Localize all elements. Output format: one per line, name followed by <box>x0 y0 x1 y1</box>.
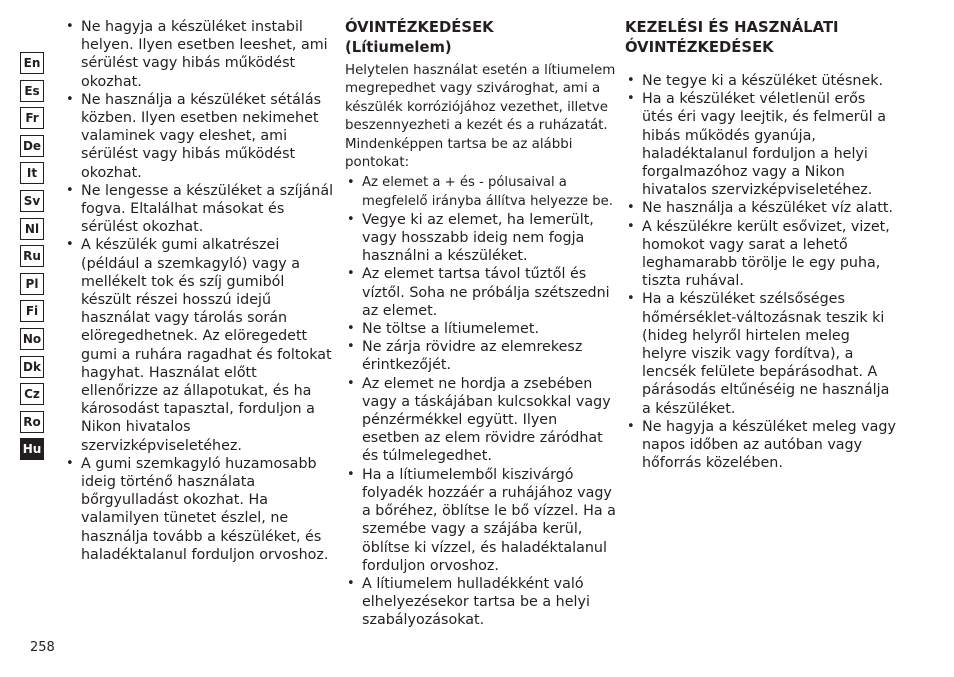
list-item-line: mellékelt tok és szíj gumiból <box>81 273 285 290</box>
list-item-line: lencsék felülete bepárásodhat. A <box>642 364 878 381</box>
intro-line: Helytelen használat esetén a lítiumelem <box>345 63 616 78</box>
bullet-icon: • <box>347 339 355 355</box>
list-item-line: ideig történő használata <box>81 474 256 491</box>
list-item-line: leghamarabb törölje le egy puha, <box>642 255 881 272</box>
list-item-line: gumi a ruhára ragadhat és foltokat <box>81 346 332 363</box>
list-item-line: közben. Ilyen esetben nekimehet <box>81 110 319 127</box>
bullet-icon: • <box>627 73 635 88</box>
list-item-line: készült részei hosszú idejű <box>81 292 272 309</box>
language-tab[interactable]: Ru <box>20 245 44 267</box>
bullet-list <box>625 72 905 472</box>
list-item-line: ellenőrizze az állapotukat, és ha <box>81 383 312 400</box>
heading-line: (Lítiumelem) <box>345 39 452 56</box>
column-handling-precautions <box>625 18 905 472</box>
intro-line: Mindenképpen tartsa be az alábbi <box>345 136 573 152</box>
list-item-line: valaminek vagy eleshet, ami <box>81 128 288 145</box>
list-item-line: károsodást tapasztal, forduljon a <box>81 401 315 418</box>
list-item-line: vagy a táskájában kulcsokkal vagy <box>362 393 611 410</box>
column-general-precautions <box>64 18 334 564</box>
list-item-line: Ne zárja rövidre az elemrekesz <box>362 339 583 356</box>
page-number: 258 <box>30 640 55 655</box>
list-item-line: hivatalos szervizképviseletéhez. <box>642 182 873 199</box>
list-item-line: szervizképviseletéhez. <box>81 437 242 454</box>
list-item <box>345 265 615 320</box>
list-item-line: Ha a készüléket szélsőséges <box>642 291 845 308</box>
bullet-icon: • <box>66 91 74 107</box>
heading-line: ÓVINTÉZKEDÉSEK <box>625 39 774 56</box>
language-tab[interactable]: Ro <box>20 411 44 433</box>
list-item-line: vagy hosszabb ideig nem fogja <box>362 230 585 247</box>
list-item-line: Ne tegye ki a készüléket ütésnek. <box>642 73 884 89</box>
list-item-line: hibás működés gyanúja, <box>642 127 816 144</box>
list-item <box>64 182 334 237</box>
list-item <box>64 91 334 182</box>
list-item-line: napos időben az autóban vagy <box>642 437 863 454</box>
bullet-icon: • <box>347 575 355 591</box>
bullet-icon: • <box>347 266 355 282</box>
list-item-line: (hideg helyről hirtelen meleg <box>642 327 850 344</box>
list-item-line: Az elemet tartsa távol tűztől és <box>362 266 587 283</box>
bullet-icon: • <box>627 418 635 434</box>
bullet-list <box>64 18 334 564</box>
bullet-icon: • <box>627 291 635 307</box>
list-item <box>625 199 905 217</box>
list-item-line: Ne töltse a lítiumelemet. <box>362 321 540 338</box>
list-item-line: Az elemet a + és - pólusaival a <box>362 175 567 191</box>
bullet-icon: • <box>627 218 635 234</box>
list-item-line: ütés éri vagy leejtik, és felmerül a <box>642 109 886 126</box>
list-item-line: a bőréhez, öblítse le bő vízzel. Ha a <box>362 503 616 520</box>
list-item <box>625 218 905 291</box>
language-tab[interactable]: Cz <box>20 383 44 405</box>
heading-line: KEZELÉSI ÉS HASZNÁLATI <box>625 19 839 36</box>
list-item-line: A készülék gumi alkatrészei <box>81 237 280 254</box>
list-item <box>345 320 615 338</box>
bullet-icon: • <box>347 175 355 191</box>
bullet-icon: • <box>347 466 355 482</box>
bullet-icon: • <box>66 19 74 34</box>
list-item-line: Vegye ki az elemet, ha lemerült, <box>362 211 594 228</box>
list-item-line: fogva. Eltalálhat másokat és <box>81 201 285 218</box>
intro-line: beszennyezheti a kezét és a ruházatát. <box>345 118 608 134</box>
intro-line: megrepedhet vagy szivároghat, ami a <box>345 81 601 97</box>
language-tab[interactable]: Pl <box>20 273 44 295</box>
list-item-line: elöregedhetnek. Az elöregedett <box>81 328 308 345</box>
section-heading <box>345 18 615 58</box>
list-item-line: homokot vagy sarat a lehető <box>642 236 848 253</box>
list-item-line: párásodás eltűnéséig ne használja <box>642 382 890 399</box>
list-item-line: Ne hagyja a készüléket instabil <box>81 19 303 35</box>
list-item-line: használja tovább a készüléket, és <box>81 528 322 545</box>
list-item-line: használat vagy tárolás során <box>81 310 288 327</box>
list-item-line: Az elemet ne hordja a zsebében <box>362 375 593 392</box>
list-item <box>625 418 905 473</box>
list-item-line: és túlmelegedhet. <box>362 448 492 465</box>
list-item <box>345 375 615 466</box>
bullet-icon: • <box>66 237 74 253</box>
list-item-line: forgalmazóhoz vagy a Nikon <box>642 164 845 181</box>
list-item-line: hőmérséklet-változásnak teszik ki <box>642 309 885 326</box>
list-item-line: folyadék hozzáér a ruhájához vagy <box>362 484 612 501</box>
list-item-line: tiszta ruhával. <box>642 273 744 290</box>
bullet-icon: • <box>347 211 355 227</box>
list-item-line: érintkezőjét. <box>362 357 452 374</box>
list-item-line: helyen. Ilyen esetben leeshet, ami <box>81 37 328 54</box>
list-item <box>625 290 905 417</box>
language-tab[interactable]: Fi <box>20 300 44 322</box>
list-item <box>64 18 334 91</box>
bullet-icon: • <box>66 182 74 198</box>
list-item-line: Ne használja a készüléket víz alatt. <box>642 200 893 217</box>
list-item-line: az elemet. <box>362 302 438 319</box>
list-item-line: pénzérmékkel együtt. Ilyen <box>362 412 558 429</box>
list-item-line: Ha a készüléket véletlenül erős <box>642 91 866 108</box>
list-item-line: A gumi szemkagyló huzamosabb <box>81 455 317 472</box>
list-item-line: sérülést vagy hibás működést <box>81 146 296 163</box>
language-tab[interactable]: Dk <box>20 356 44 378</box>
list-item-line: elhelyezésekor tartsa be a helyi <box>362 594 590 611</box>
intro-line: pontokat: <box>345 155 410 171</box>
list-item-line: Ne használja a készüléket sétálás <box>81 91 322 108</box>
list-item-line: A készülékre került esővizet, vizet, <box>642 218 890 235</box>
language-tab[interactable]: Es <box>20 80 44 102</box>
bullet-icon: • <box>627 200 635 216</box>
list-item-line: víztől. Soha ne próbálja szétszedni <box>362 284 610 301</box>
list-item-line: hőforrás közelében. <box>642 455 783 472</box>
list-item-line: sérülést vagy hibás működést <box>81 55 296 72</box>
list-item-line: helyre viszik vagy fordítva), a <box>642 346 854 363</box>
list-item-line: öblítse ki vízzel, és haladéktalanul <box>362 539 607 556</box>
language-tab[interactable]: Nl <box>20 218 44 240</box>
intro-line: készülék korróziójához vezethet, illetve <box>345 99 608 115</box>
section-heading <box>625 18 905 58</box>
list-item-line: megfelelő irányba állítva helyezze be. <box>362 193 613 209</box>
list-item-line: haladéktalanul forduljon a helyi <box>642 145 868 162</box>
list-item <box>625 72 905 90</box>
list-item <box>64 455 334 564</box>
list-item-line: Ne lengesse a készüléket a szíjánál <box>81 182 334 199</box>
language-tab[interactable]: No <box>20 328 44 350</box>
list-item-line: szabályozásokat. <box>362 612 485 629</box>
list-item-line: Ne hagyja a készüléket meleg vagy <box>642 418 896 435</box>
language-tab[interactable]: Fr <box>20 107 44 129</box>
column-battery-precautions <box>345 18 615 630</box>
list-item-line: használni a készüléket. <box>362 248 528 265</box>
bullet-list <box>345 211 615 630</box>
language-tab[interactable]: En <box>20 52 44 74</box>
language-tabs <box>20 52 44 466</box>
list-item-line: hagyhat. Használat előtt <box>81 364 257 381</box>
list-item-line: Nikon hivatalos <box>81 419 191 436</box>
bullet-icon: • <box>347 375 355 391</box>
list-item <box>345 338 615 374</box>
bullet-icon: • <box>627 91 635 107</box>
list-item <box>345 211 615 266</box>
list-item-line: a készüléket. <box>642 400 736 417</box>
heading-line: ÓVINTÉZKEDÉSEK <box>345 19 494 36</box>
bullet-icon: • <box>347 321 355 337</box>
language-tab-active[interactable]: Hu <box>20 438 44 460</box>
list-item <box>64 236 334 454</box>
list-item-line: okozhat. <box>81 164 142 181</box>
list-item-line: szemébe vagy a szájába kerül, <box>362 521 583 538</box>
bullet-list <box>345 174 615 210</box>
list-item <box>345 466 615 575</box>
list-item-line: Ha a lítiumelemből kiszivárgó <box>362 466 574 483</box>
list-item-line: haladéktalanul forduljon orvoshoz. <box>81 546 329 563</box>
list-item-line: A lítiumelem hulladékként való <box>362 575 584 592</box>
list-item-line: forduljon orvoshoz. <box>362 557 499 574</box>
list-item-line: (például a szemkagyló) vagy a <box>81 255 301 272</box>
language-tab[interactable]: Sv <box>20 190 44 212</box>
list-item <box>625 90 905 199</box>
list-item <box>345 575 615 630</box>
bullet-icon: • <box>66 455 74 471</box>
language-tab[interactable]: It <box>20 162 44 184</box>
list-item-line: sérülést okozhat. <box>81 219 204 236</box>
list-item-line: esetben az elem rövidre záródhat <box>362 430 603 447</box>
intro-paragraph <box>345 62 615 172</box>
language-tab[interactable]: De <box>20 135 44 157</box>
list-item-line: valamilyen tünetet észlel, ne <box>81 510 289 527</box>
list-item-line: okozhat. <box>81 73 142 90</box>
list-item-line: bőrgyulladást okozhat. Ha <box>81 492 268 509</box>
list-item <box>345 174 615 210</box>
